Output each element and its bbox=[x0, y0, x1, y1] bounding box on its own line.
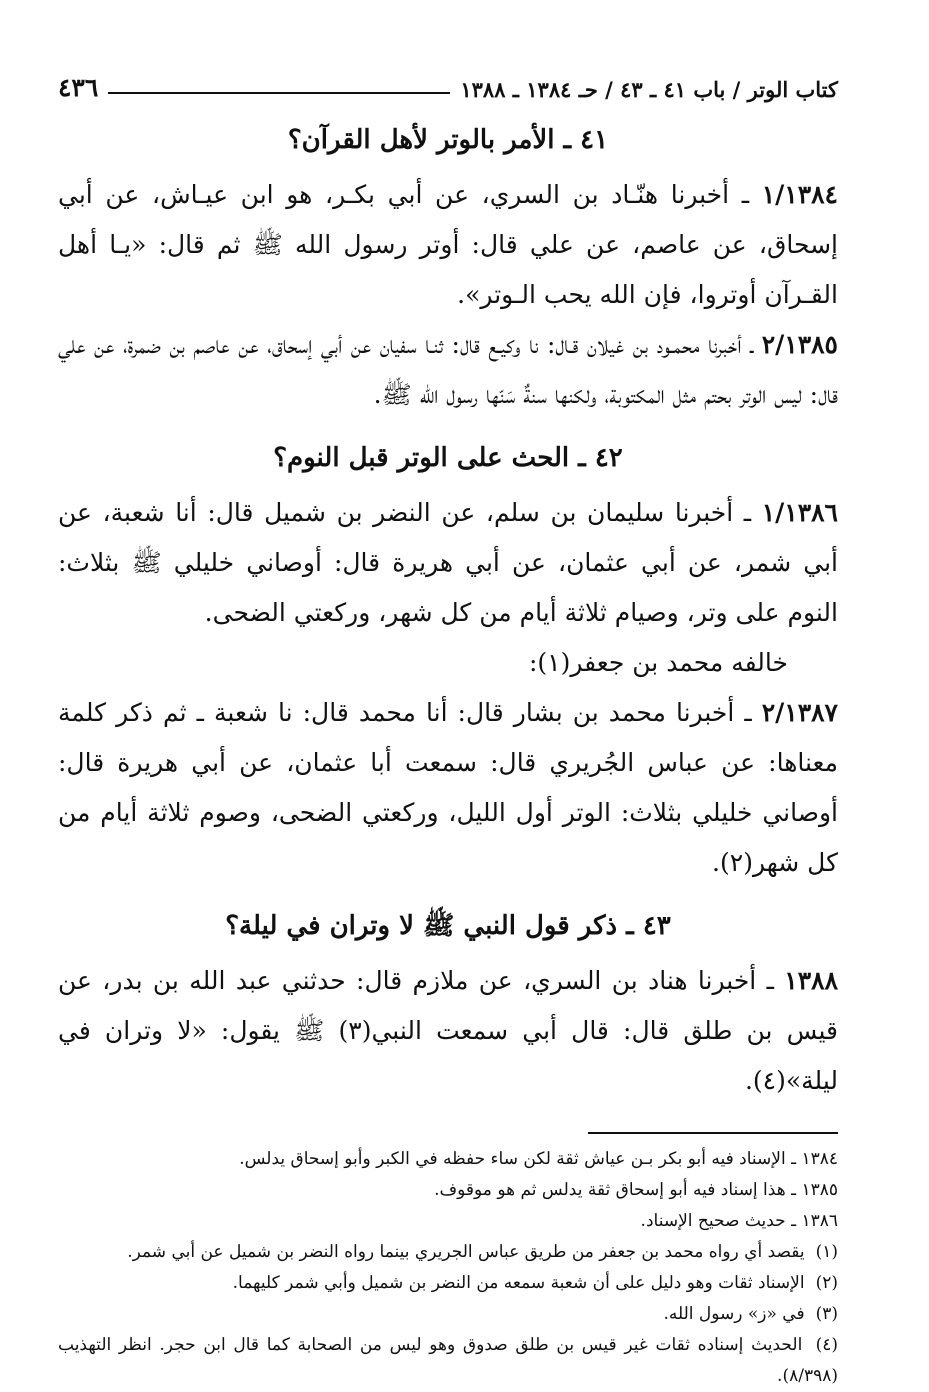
hadith-text: ـ أخبرنا محمد بن بشار قال: أنا محمد قال: نا شعبة ـ ثم ذكر كلمة معناها: عن عباس الجُريري قال: سمعت أبا عثمان، عن أبي هريرة قال: أوصاني خليلي بثلاث: الوتر أول الليل، وركعتي الضحى، وصوم ثلاثة أيام من كل شهر(٢). bbox=[58, 698, 838, 877]
footnote-1384 bbox=[58, 1144, 838, 1175]
hadith-text: ـ أخبرنا محمـود بن غيلان قـال: نا وكيـع قال: ثنـا سفيان عن أبي إسحاق، عن عاصم بن ضمرة، عن علي قال: ليس الوتر بحتم مثل المكتوبة، ولكنها سنةٌ سَنّها رسول الله ﷺ. bbox=[58, 330, 838, 409]
footnote-text: الإسناد ثقات وهو دليل على أن شعبة سمعه من النضر بن شميل وأبي شمر كليهما. bbox=[232, 1273, 805, 1293]
hadith-text: ـ أخبرنا هنّـاد بن السري، عن أبي بكـر، هو ابن عيـاش، عن أبي إسحاق، عن عاصم، عن علي قال: أوتر رسول الله ﷺ ثم قال: «يـا أهل القـرآن أوتروا، فإن الله يحب الـوتر». bbox=[58, 180, 838, 309]
hadith-1384 bbox=[58, 170, 838, 320]
footnote-2 bbox=[58, 1268, 838, 1299]
hadith-1387 bbox=[58, 688, 838, 888]
footnote-1385 bbox=[58, 1175, 838, 1206]
header-rule bbox=[108, 92, 450, 94]
chapter-42 bbox=[58, 440, 838, 888]
footnote-text: في «ز» رسول الله. bbox=[663, 1304, 805, 1324]
page-header bbox=[58, 62, 838, 102]
chapter-heading: ٤٣ ـ ذكر قول النبي ﷺ لا وتران في ليلة؟ bbox=[225, 911, 671, 941]
hadith-number: ١/١٣٨٤ bbox=[761, 180, 838, 209]
hadith-1388 bbox=[58, 956, 838, 1106]
footnote-rule bbox=[588, 1132, 838, 1134]
hadith-number: ١/١٣٨٦ bbox=[761, 498, 838, 527]
footnote-1386 bbox=[58, 1206, 838, 1237]
book-page bbox=[58, 62, 838, 1392]
hadith-number: ١٣٨٨ bbox=[784, 966, 838, 995]
footnote-text: يقصد أي رواه محمد بن جعفر من طريق عباس الجريري بينما رواه النضر بن شميل عن أبي شمر. bbox=[127, 1242, 805, 1262]
hadith-1386 bbox=[58, 488, 838, 638]
footnote-text: ١٣٨٤ ـ الإسناد فيه أبو بكر بـن عياش ثقة لكن ساء حفظه في الكبر وأبو إسحاق يدلس. bbox=[239, 1149, 838, 1169]
page-number: ٤٣٦ bbox=[58, 73, 99, 102]
hadith-number: ٢/١٣٨٧ bbox=[761, 698, 838, 727]
footnote-4 bbox=[58, 1330, 838, 1392]
narration-note: خالفه محمد بن جعفر(١): bbox=[528, 648, 788, 677]
chapter-heading: ٤١ ـ الأمر بالوتر لأهل القرآن؟ bbox=[287, 125, 609, 155]
hadith-number: ٢/١٣٨٥ bbox=[761, 330, 838, 359]
footnote-text: ١٣٨٥ ـ هذا إسناد فيه أبو إسحاق ثقة يدلس ثم هو موقوف. bbox=[434, 1180, 838, 1200]
footnote-text: الحديث إسناده ثقات غير قيس بن طلق صدوق وهو ليس من الصحابة كما قال ابن حجر. انظر التهذيب (٨/٣٩٨). bbox=[58, 1335, 838, 1386]
footnote-number: (٢) bbox=[815, 1273, 838, 1293]
chapter-43 bbox=[58, 908, 838, 1106]
footnote-1 bbox=[58, 1237, 838, 1268]
chapter-heading: ٤٢ ـ الحث على الوتر قبل النوم؟ bbox=[273, 443, 623, 473]
footnote-text: ١٣٨٦ ـ حديث صحيح الإسناد. bbox=[640, 1211, 838, 1231]
footnote-number: (٤) bbox=[815, 1335, 838, 1355]
running-title: كتاب الوتر / باب ٤١ ـ ٤٣ / حـ ١٣٨٤ ـ ١٣٨٨ bbox=[460, 77, 838, 102]
hadith-text: ـ أخبرنا سليمان بن سلم، عن النضر بن شميل قال: أنا شعبة، عن أبي شمر، عن أبي عثمان، عن أبي هريرة قال: أوصاني خليلي ﷺ بثلاث: النوم على وتر، وصيام ثلاثة أيام من كل شهر، وركعتي الضحى. bbox=[58, 498, 838, 627]
hadith-1385 bbox=[58, 320, 838, 420]
chapter-41 bbox=[58, 122, 838, 420]
footnote-number: (٣) bbox=[815, 1304, 838, 1324]
footnotes bbox=[58, 1144, 838, 1392]
hadith-text: ـ أخبرنا هناد بن السري، عن ملازم قال: حدثني عبد الله بن بدر، عن قيس بن طلق قال: قال أبي سمعت النبي(٣) ﷺ يقول: «لا وتران في ليلة»(٤). bbox=[58, 966, 839, 1095]
footnote-3 bbox=[58, 1299, 838, 1330]
footnote-number: (١) bbox=[815, 1242, 838, 1262]
